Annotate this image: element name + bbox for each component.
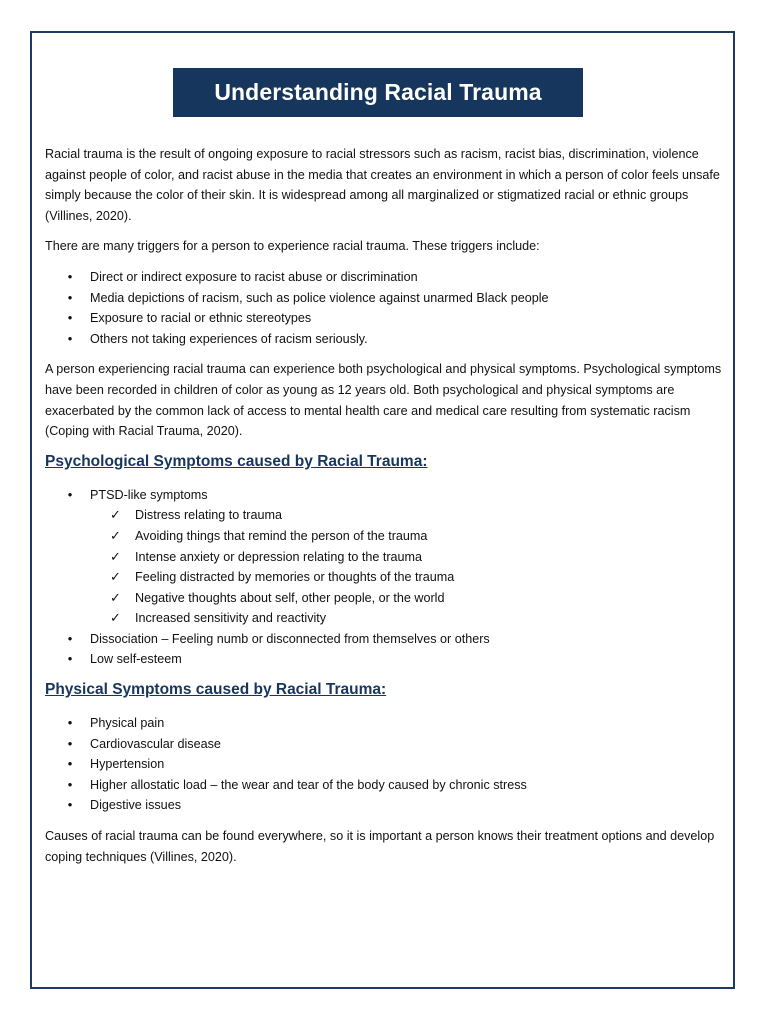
sublist-item-text: Increased sensitivity and reactivity [135,611,327,626]
physical-heading: Physical Symptoms caused by Racial Trauma: [45,681,387,699]
bullet-icon: • [67,289,73,305]
bullet-icon: • [67,756,73,772]
sublist-item [90,567,725,588]
bullet-icon: • [67,268,73,284]
bullet-icon: • [67,310,73,326]
bullet-icon: • [67,797,73,813]
list-item [45,713,725,734]
bullet-icon: • [67,630,73,646]
list-item [45,288,725,309]
sublist-item [90,588,725,609]
symptoms-paragraph: A person experiencing racial trauma can experience both psychological and physical symptoms. Psychological symptoms have been recorded in children of color as young as 12 years old. Both psychological and physical symptoms are exacerbated by the common lack of access to mental health care and medical care resulting from systematic racism (Coping with Racial Trauma, 2020). [45,362,722,439]
closing-paragraph: Causes of racial trauma can be found everywhere, so it is important a person knows their treatment options and develop coping techniques (Villines, 2020). [45,829,715,864]
list-item-text: PTSD-like symptoms [90,487,208,502]
list-item [45,629,725,650]
list-item-text: Higher allostatic load – the wear and tear of the body caused by chronic stress [90,777,527,792]
psychological-list [45,485,725,670]
sublist-item [90,547,725,568]
sublist-item [90,505,725,526]
ptsd-sublist [90,505,725,629]
sublist-item-text: Feeling distracted by memories or thoughts of the trauma [135,570,455,585]
page-title-text: Understanding Racial Trauma [214,79,542,105]
page-title [173,68,583,117]
list-item [45,649,725,670]
bullet-icon: • [67,715,73,731]
list-item-text: Digestive issues [90,798,181,813]
list-item-text: Dissociation – Feeling numb or disconnected from themselves or others [90,631,490,646]
triggers-intro: There are many triggers for a person to experience racial trauma. These triggers include: [45,239,540,254]
psychological-heading: Psychological Symptoms caused by Racial Trauma: [45,452,428,470]
list-item-text: Others not taking experiences of racism seriously. [90,331,368,346]
list-item [45,485,725,629]
bullet-icon: • [67,735,73,751]
checkmark-icon: ✓ [110,507,121,523]
list-item [45,795,725,816]
list-item-text: Direct or indirect exposure to racist abuse or discrimination [90,269,418,284]
bullet-icon: • [67,776,73,792]
list-item [45,775,725,796]
list-item [45,329,725,350]
sublist-item [90,608,725,629]
list-item-text: Hypertension [90,757,165,772]
bullet-icon: • [67,330,73,346]
bullet-icon: • [67,651,73,667]
list-item-text: Cardiovascular disease [90,736,221,751]
sublist-item-text: Negative thoughts about self, other people, or the world [135,590,445,605]
list-item [45,267,725,288]
list-item-text: Low self-esteem [90,652,182,667]
checkmark-icon: ✓ [110,527,121,543]
sublist-item-text: Distress relating to trauma [135,508,282,523]
list-item-text: Media depictions of racism, such as police violence against unarmed Black people [90,290,549,305]
bullet-icon: • [67,486,73,502]
triggers-list [45,267,725,349]
list-item-text: Exposure to racial or ethnic stereotypes [90,311,312,326]
checkmark-icon: ✓ [110,589,121,605]
intro-paragraph: Racial trauma is the result of ongoing exposure to racial stressors such as racism, racist bias, discrimination, violence against people of color, and racist abuse in the media that creates an environment in which a person of color feels unsafe simply because the color of their skin. It is widespread among all marginalized or stigmatized racial or ethnic groups (Villines, 2020). [45,147,720,223]
list-item [45,308,725,329]
checkmark-icon: ✓ [110,569,121,585]
sublist-item-text: Intense anxiety or depression relating to the trauma [135,549,423,564]
checkmark-icon: ✓ [110,610,121,626]
list-item [45,754,725,775]
checkmark-icon: ✓ [110,548,121,564]
list-item [45,734,725,755]
document-body [45,144,725,877]
sublist-item-text: Avoiding things that remind the person of the trauma [135,528,428,543]
physical-list [45,713,725,816]
list-item-text: Physical pain [90,716,165,731]
sublist-item [90,526,725,547]
